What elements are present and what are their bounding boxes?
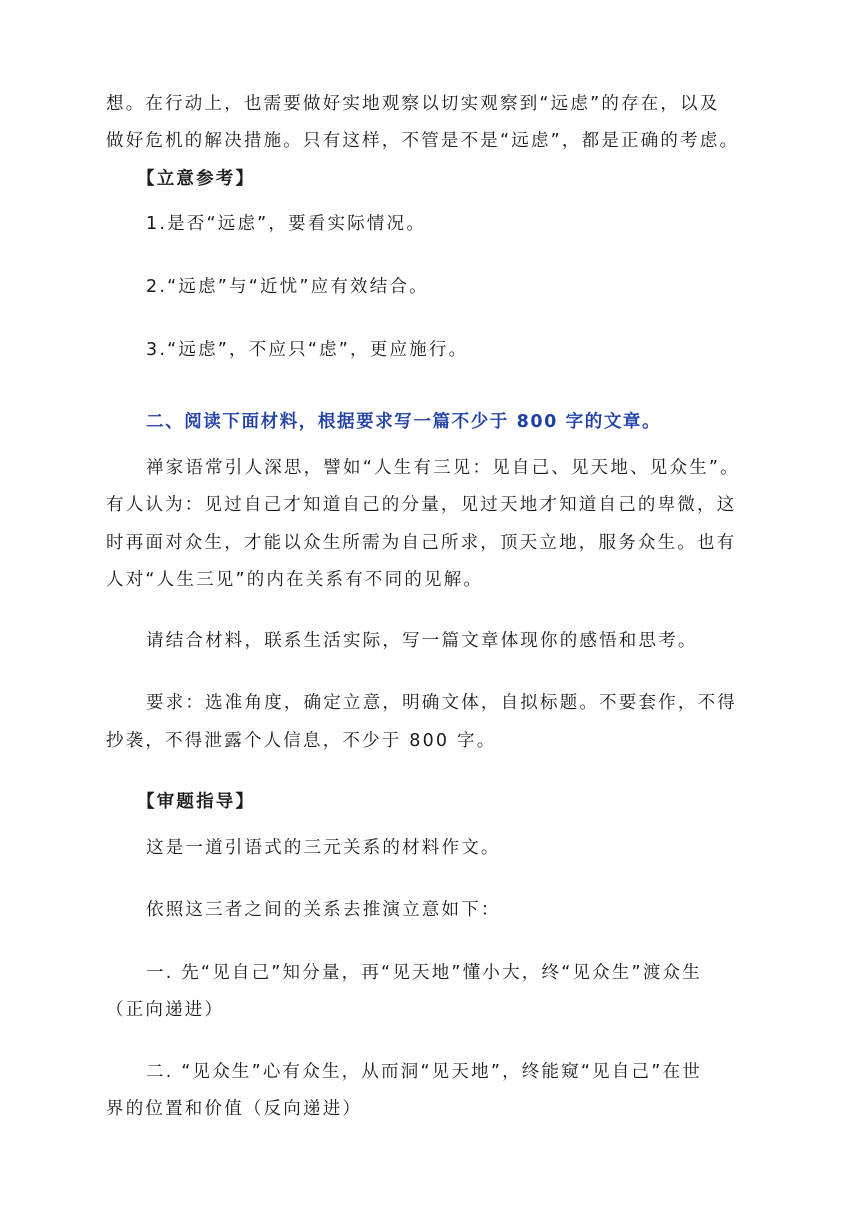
point-1-line-1: 一. 先“见自己”知分量，再“见天地”懂小大，终“见众生”渡众生 <box>146 963 702 983</box>
material-line-3: 时再面对众生，才能以众生所需为自己所求，顶天立地，服务众生。也有 <box>106 533 737 553</box>
intro-line-1: 想。在行动上，也需要做好实地观察以切实观察到“远虑”的存在，以及 <box>106 94 720 114</box>
point-1-line-2: （正向递进） <box>106 1000 225 1020</box>
heading-shenti-zhidao: 【审题指导】 <box>137 792 256 812</box>
guidance-intro-1: 这是一道引语式的三元关系的材料作文。 <box>146 838 501 858</box>
requirement-line-1: 要求：选准角度，确定立意，明确文体，自拟标题。不要套作，不得 <box>146 693 737 713</box>
list-item: 1.是否“远虑”，要看实际情况。 <box>146 214 427 234</box>
point-2-line-2: 界的位置和价值（反向递进） <box>106 1099 363 1119</box>
list-item: 3.“远虑”，不应只“虑”，更应施行。 <box>146 340 469 360</box>
list-item: 2.“远虑”与“近忧”应有效结合。 <box>146 277 429 297</box>
instruction-text: 请结合材料，联系生活实际，写一篇文章体现你的感悟和思考。 <box>146 631 698 651</box>
question-title: 二、阅读下面材料，根据要求写一篇不少于 800 字的文章。 <box>146 412 662 432</box>
material-line-2: 有人认为：见过自己才知道自己的分量，见过天地才知道自己的卑微，这 <box>106 495 737 515</box>
material-line-4: 人对“人生三见”的内在关系有不同的见解。 <box>106 570 484 590</box>
guidance-intro-2: 依照这三者之间的关系去推演立意如下： <box>146 900 501 920</box>
requirement-line-2: 抄袭，不得泄露个人信息，不少于 800 字。 <box>106 731 497 751</box>
material-line-1: 禅家语常引人深思，譬如“人生有三见：见自己、见天地、见众生”。 <box>146 458 740 478</box>
heading-liyi-cankao: 【立意参考】 <box>137 169 256 189</box>
intro-line-2: 做好危机的解决措施。只有这样，不管是不是“远虑”，都是正确的考虑。 <box>106 131 740 151</box>
point-2-line-1: 二. “见众生”心有众生，从而洞“见天地”，终能窥“见自己”在世 <box>146 1062 702 1082</box>
